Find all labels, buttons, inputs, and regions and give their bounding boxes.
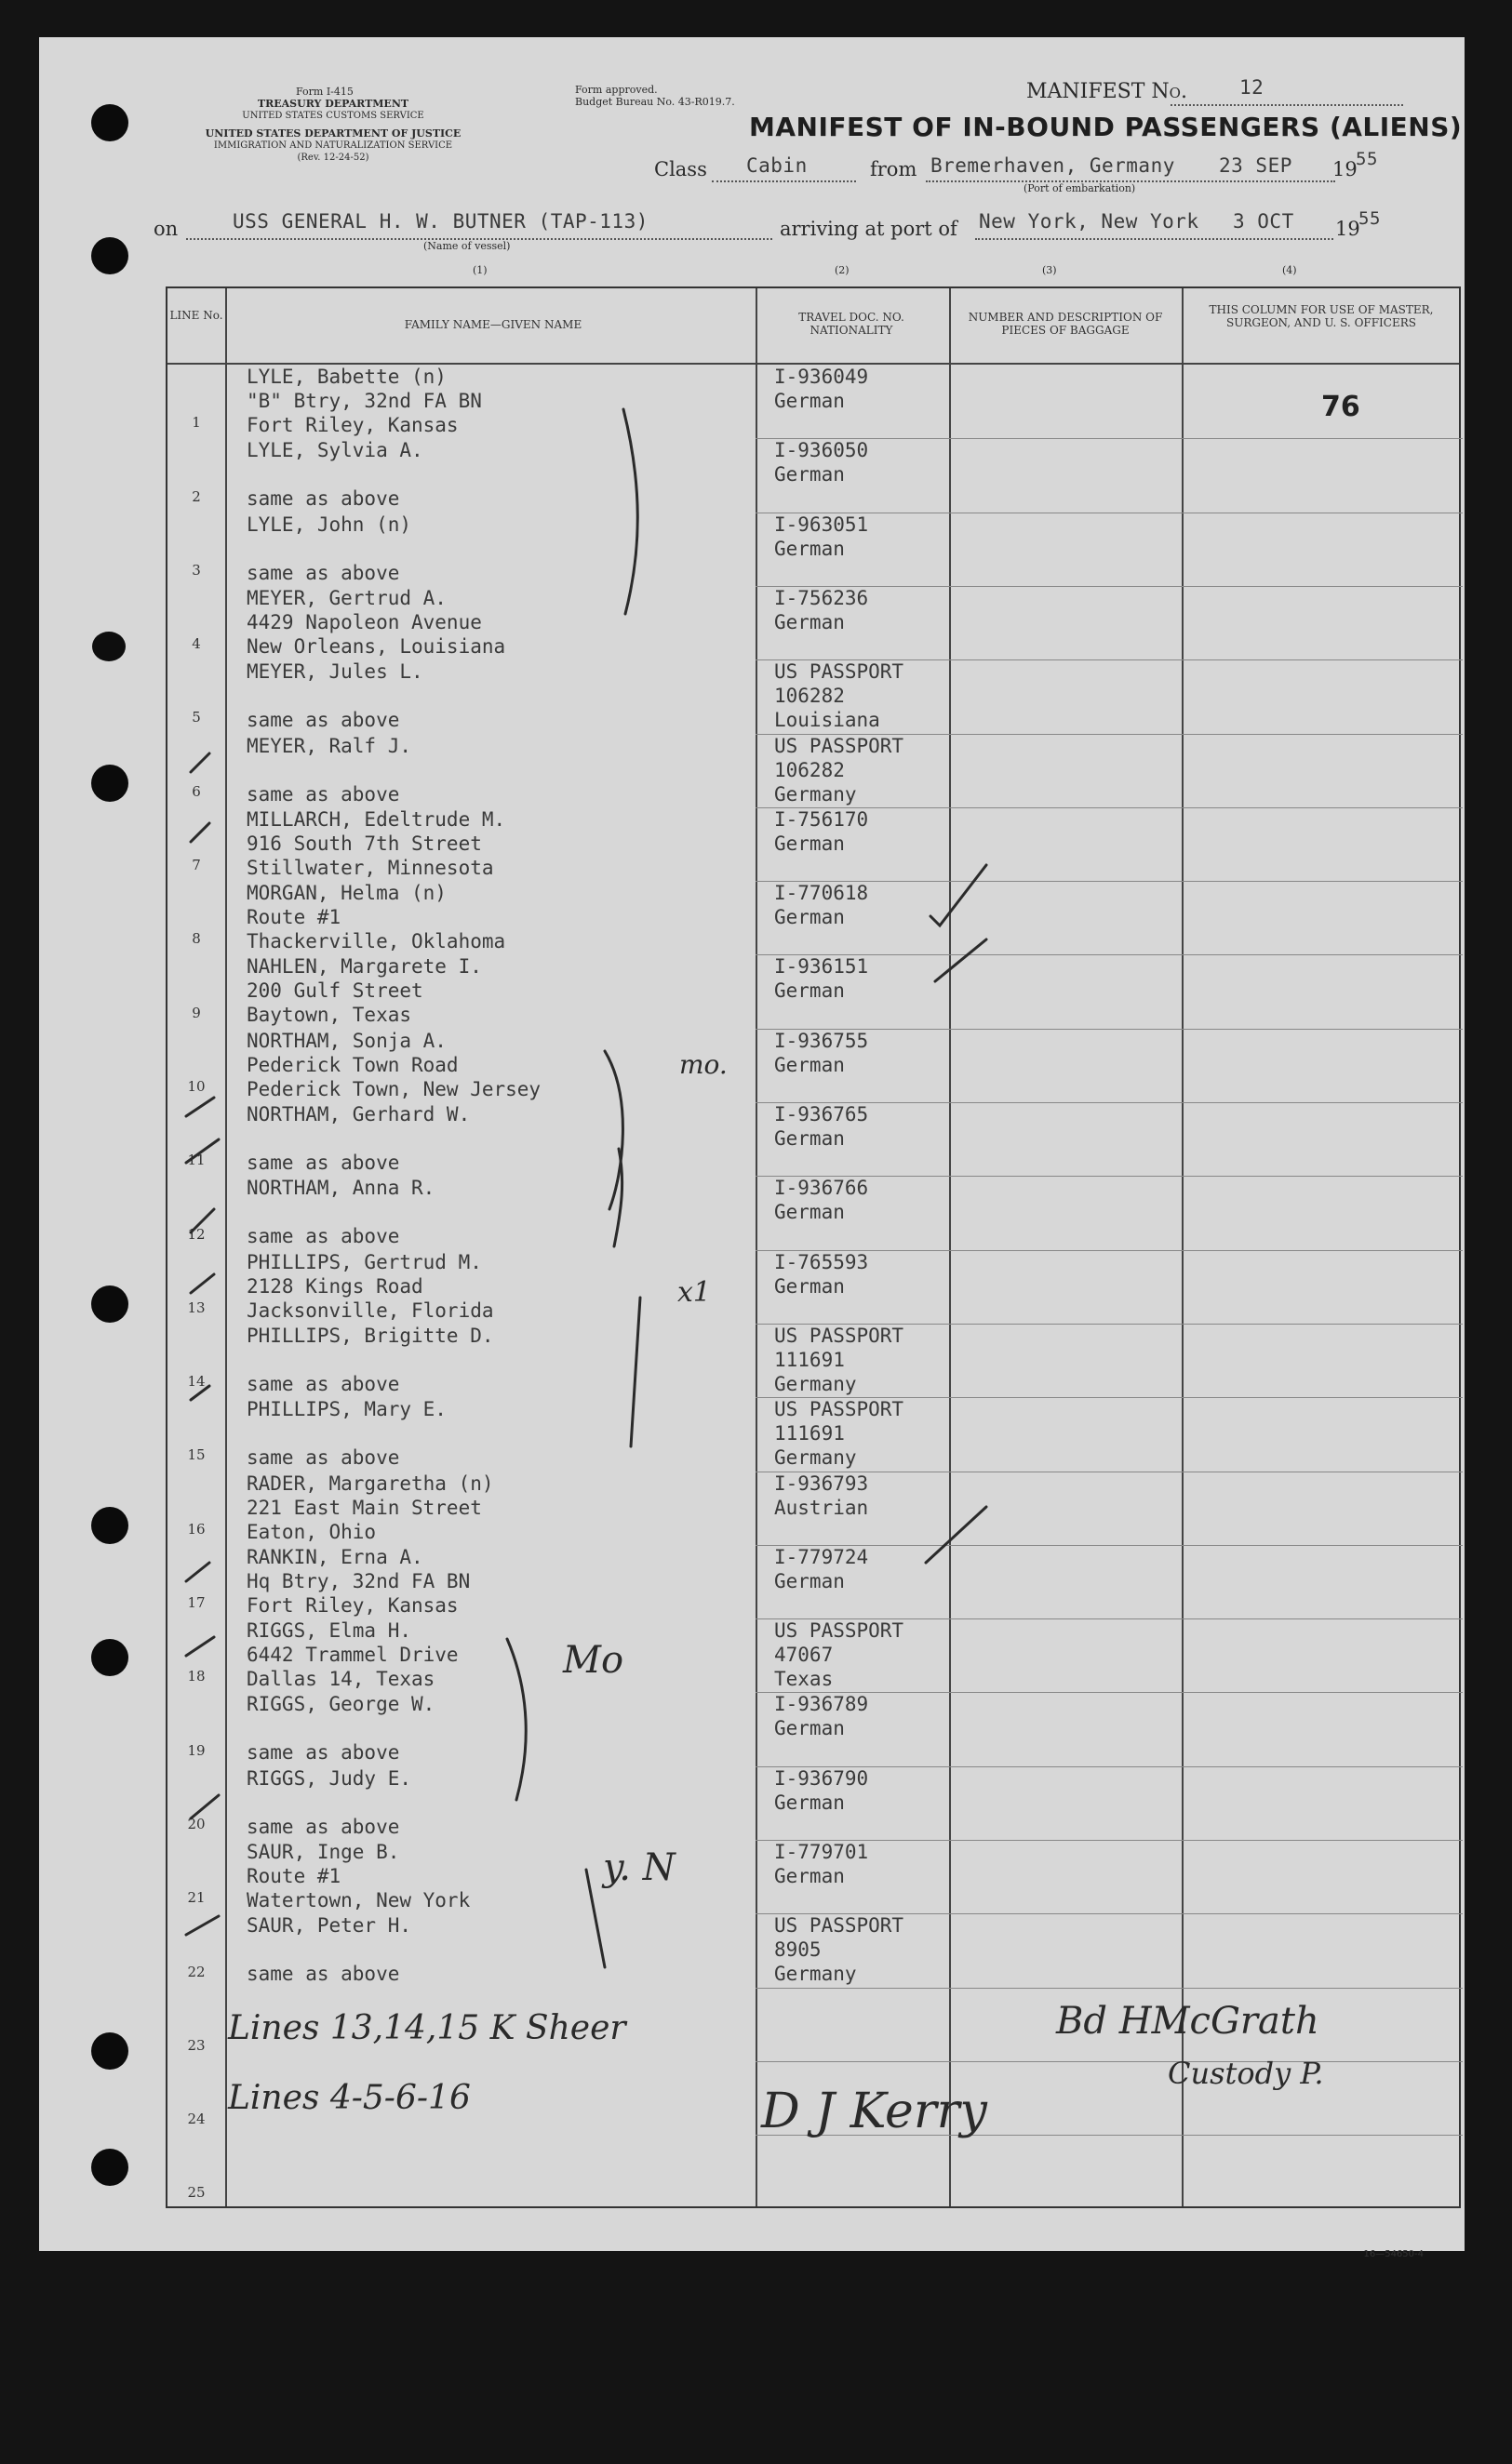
slash-mark <box>586 1870 605 1967</box>
handwritten-note-line24: Lines 4-5-6-16 <box>228 2079 471 2117</box>
travel-doc: I-963051 German <box>774 513 869 560</box>
passenger-name: LYLE, Babette (n) "B" Btry, 32nd FA BN Fort Riley, Kansas <box>247 366 482 436</box>
bracket-mark <box>605 1051 622 1209</box>
passenger-name: RANKIN, Erna A. Hq Btry, 32nd FA BN Fort Riley, Kansas <box>247 1545 471 1617</box>
tick-mark <box>191 1209 214 1232</box>
travel-doc: I-770618 German <box>774 882 869 929</box>
officer-count: 76 <box>1321 391 1360 423</box>
handwritten-signature-right: Bd HMcGrath <box>1056 2000 1319 2043</box>
travel-doc: US PASSPORT 111691 Germany <box>774 1398 904 1470</box>
passenger-name: NORTHAM, Anna R. same as above <box>247 1177 435 1248</box>
passenger-name: RIGGS, Elma H. 6442 Trammel Drive Dallas 14, Texas <box>247 1619 459 1691</box>
check-mark <box>935 939 986 981</box>
check-mark <box>930 865 986 926</box>
line-number: 18 <box>187 1668 206 1685</box>
passenger-name: LYLE, John (n) same as above <box>247 513 412 584</box>
bracket-mark <box>507 1639 526 1800</box>
passenger-name: MEYER, Jules L. same as above <box>247 660 423 732</box>
passenger-name: PHILLIPS, Brigitte D. same as above <box>247 1324 494 1395</box>
travel-doc: US PASSPORT 47067 Texas <box>774 1619 904 1691</box>
tick-mark <box>191 1795 219 1818</box>
arrival-year: 55 <box>1358 208 1381 229</box>
line-number: 11 <box>187 1152 206 1169</box>
col-header-name: FAMILY NAME—GIVEN NAME <box>404 318 582 331</box>
class-label: Class <box>654 158 707 180</box>
line-number: 9 <box>192 1004 201 1021</box>
travel-doc: US PASSPORT 8905 Germany <box>774 1914 904 1986</box>
embark-year: 55 <box>1356 149 1378 169</box>
tick-mark <box>191 823 209 842</box>
tick-mark <box>186 1916 219 1935</box>
col-header-officers: THIS COLUMN FOR USE OF MASTER, SURGEON, AND U. S. OFFICERS <box>1209 303 1434 329</box>
line-number: 19 <box>187 1741 206 1759</box>
passenger-name: LYLE, Sylvia A. same as above <box>247 439 423 511</box>
ins-label: IMMIGRATION AND NATURALIZATION SERVICE <box>213 140 453 151</box>
line-number: 6 <box>192 782 201 800</box>
col-num-4: (4) <box>1282 264 1297 276</box>
passenger-name: PHILLIPS, Mary E. same as above <box>247 1398 447 1470</box>
line-number: 10 <box>187 1077 206 1095</box>
travel-doc: US PASSPORT 111691 Germany <box>774 1324 904 1395</box>
line-number: 21 <box>187 1889 206 1907</box>
passenger-name: SAUR, Peter H. same as above <box>247 1914 412 1986</box>
travel-doc: I-936790 German <box>774 1766 869 1814</box>
passenger-name: NORTHAM, Gerhard W. same as above <box>247 1103 471 1174</box>
passenger-name: MILLARCH, Edeltrude M. 916 South 7th Street Stillwater, Minnesota <box>247 807 506 879</box>
col-num-3: (3) <box>1042 264 1057 276</box>
travel-doc: I-936755 German <box>774 1029 869 1076</box>
travel-doc: I-936793 Austrian <box>774 1472 869 1519</box>
ink-blot <box>92 632 126 661</box>
travel-doc: US PASSPORT 106282 Louisiana <box>774 660 904 732</box>
travel-doc: I-936765 German <box>774 1103 869 1150</box>
travel-doc: I-936050 German <box>774 439 869 486</box>
travel-doc: I-936766 German <box>774 1177 869 1224</box>
manifest-no-value: 12 <box>1239 76 1264 99</box>
tick-mark <box>191 1274 214 1293</box>
passenger-name: NAHLEN, Margarete I. 200 Gulf Street Baytown, Texas <box>247 955 482 1027</box>
handwritten-mark-yn: y. N <box>603 1846 676 1889</box>
manifest-no-label: MANIFEST No. <box>1026 80 1187 103</box>
passenger-name: RIGGS, Judy E. same as above <box>247 1766 412 1838</box>
embark-date: 23 SEP <box>1219 154 1292 177</box>
passenger-name: NORTHAM, Sonja A. Pederick Town Road Pederick Town, New Jersey <box>247 1029 542 1100</box>
form-code: 16—54650-4 <box>1363 2249 1424 2259</box>
col-header-line-no: LINE No. <box>169 309 223 322</box>
travel-doc: I-936151 German <box>774 955 869 1003</box>
line-number: 5 <box>192 709 201 726</box>
budget-label: Budget Bureau No. 43-R019.7. <box>575 96 735 108</box>
form-number: Form I-415 <box>296 86 354 98</box>
bracket-mark <box>623 409 637 614</box>
line-number: 4 <box>192 635 201 653</box>
passenger-name: MEYER, Gertrud A. 4429 Napoleon Avenue New Orleans, Louisiana <box>247 586 506 658</box>
arrival-port: New York, New York <box>979 210 1199 233</box>
col-num-2: (2) <box>835 264 850 276</box>
embark-year-prefix: 19 <box>1332 158 1358 180</box>
arriving-label: arriving at port of <box>780 218 957 240</box>
tick-mark <box>186 1637 214 1656</box>
passenger-name: RIGGS, George W. same as above <box>247 1693 435 1765</box>
passenger-name: MEYER, Ralf J. same as above <box>247 734 412 806</box>
handwritten-mark-x: x1 <box>677 1276 712 1309</box>
travel-doc: I-765593 German <box>774 1250 869 1298</box>
passenger-name: RADER, Margaretha (n) 221 East Main Street Eaton, Ohio <box>247 1472 494 1543</box>
tick-mark <box>191 1386 209 1400</box>
line-number: 1 <box>192 414 201 432</box>
treasury-label: TREASURY DEPARTMENT <box>257 98 409 110</box>
col-header-baggage: NUMBER AND DESCRIPTION OF PIECES OF BAGGAGE <box>968 311 1163 337</box>
line-number: 17 <box>187 1594 206 1612</box>
col-num-1: (1) <box>473 264 488 276</box>
line-number: 12 <box>187 1225 206 1243</box>
handwritten-note-line23: Lines 13,14,15 K Sheer <box>228 2009 626 2047</box>
arrival-year-prefix: 19 <box>1335 218 1360 240</box>
line-number: 14 <box>187 1373 206 1391</box>
travel-doc: I-936789 German <box>774 1693 869 1740</box>
passenger-name: MORGAN, Helma (n) Route #1 Thackerville, Oklahoma <box>247 882 506 953</box>
passenger-name: SAUR, Inge B. Route #1 Watertown, New York <box>247 1841 471 1911</box>
travel-doc: I-936049 German <box>774 366 869 412</box>
check-mark <box>926 1507 986 1563</box>
travel-doc: US PASSPORT 106282 Germany <box>774 734 904 806</box>
class-value: Cabin <box>746 154 808 177</box>
tick-mark <box>186 1098 214 1116</box>
line-number: 13 <box>187 1299 206 1316</box>
line-number: 3 <box>192 561 201 579</box>
approved-label: Form approved. <box>575 84 658 96</box>
col-header-travel-doc: TRAVEL DOC. NO. NATIONALITY <box>798 311 904 337</box>
port-embark-caption: (Port of embarkation) <box>1024 182 1136 194</box>
justice-label: UNITED STATES DEPARTMENT OF JUSTICE <box>205 127 462 140</box>
vessel-caption: (Name of vessel) <box>423 240 511 252</box>
line-number: 25 <box>187 2184 206 2202</box>
tick-mark <box>191 753 209 772</box>
arrival-date: 3 OCT <box>1233 210 1294 233</box>
line-number: 7 <box>192 857 201 874</box>
tick-mark <box>186 1139 219 1163</box>
line-number: 15 <box>187 1446 206 1464</box>
line-number: 22 <box>187 1963 206 1980</box>
travel-doc: I-779724 German <box>774 1545 869 1592</box>
manifest-title: MANIFEST OF IN-BOUND PASSENGERS (ALIENS) <box>749 112 1463 142</box>
handwritten-signature-right-2: Custody P. <box>1168 2056 1324 2091</box>
handwritten-mark-mo: mo. <box>679 1049 728 1080</box>
line-number: 23 <box>187 2036 206 2054</box>
on-label: on <box>154 218 179 240</box>
bracket-mark <box>614 1149 622 1246</box>
travel-doc: I-779701 German <box>774 1841 869 1887</box>
line-number: 16 <box>187 1520 206 1538</box>
line-number: 8 <box>192 930 201 948</box>
handwritten-signature-center: D J Kerry <box>761 2084 987 2139</box>
line-number: 2 <box>192 487 201 505</box>
tick-mark <box>186 1563 209 1581</box>
line-number: 20 <box>187 1815 206 1832</box>
passenger-name: PHILLIPS, Gertrud M. 2128 Kings Road Jacksonville, Florida <box>247 1250 494 1322</box>
travel-doc: I-756170 German <box>774 807 869 855</box>
customs-label: UNITED STATES CUSTOMS SERVICE <box>242 111 424 121</box>
from-value: Bremerhaven, Germany <box>930 154 1175 177</box>
revision-label: (Rev. 12-24-52) <box>297 153 369 163</box>
from-label: from <box>870 158 917 180</box>
handwritten-mark-mo-2: Mo <box>563 1639 624 1682</box>
bracket-mark <box>631 1298 640 1446</box>
vessel-name: USS GENERAL H. W. BUTNER (TAP-113) <box>233 210 649 233</box>
line-number: 24 <box>187 2111 206 2128</box>
travel-doc: I-756236 German <box>774 586 869 633</box>
